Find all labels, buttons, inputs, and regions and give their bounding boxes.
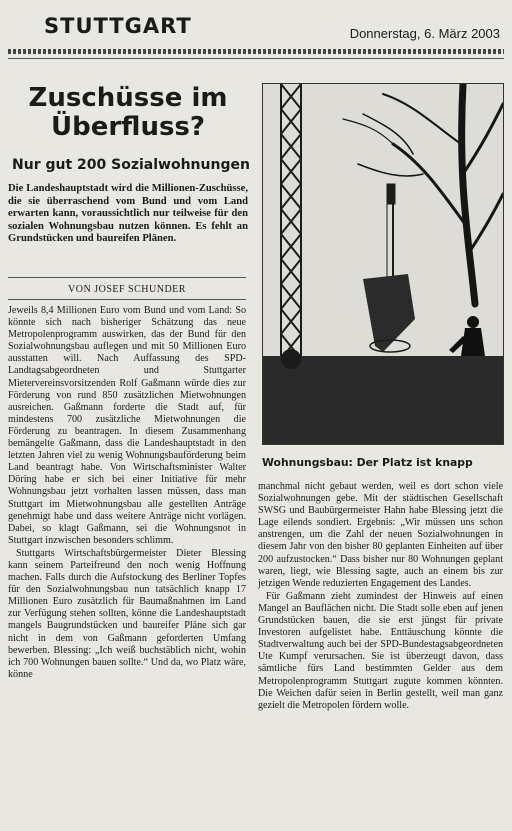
header-rule-thin <box>8 58 504 59</box>
issue-date: Donnerstag, 6. März 2003 <box>349 26 500 41</box>
section-label: STUTTGART <box>44 14 192 38</box>
lead-paragraph: Die Landeshauptstadt wird die Millionen-Zuschüsse, die sie überraschend vom Bund und vom Land erwarten kann, voraussichtlich nur teilweise für den sozialen Wohnungsbau nutzen können. Es fehlt an Grundstücken und baureifen Plänen. <box>8 183 248 245</box>
body-paragraph: Stuttgarts Wirtschaftsbürgermeister Dieter Blessing kann seinem Parteifreund den noch wenig Hoffnung machen. Falls durch die Aufstockung des Berliner Topfes für den Sozialwohnungsbau nun tatsächlich knapp 17 Millionen Euro zusätzlich für Baumaßnahmen im Land zur Verfügung stehen sollten, könne die Landeshauptstadt mangels Baugrundstücken und baureifer Pläne sich gar nicht in dem von Gaßmann geforderten Umfang bewerben. Blessing: „Ich weiß buchstäblich nicht, wohin ich 700 Wohnungen bauen sollte.“ Und da, wo Platz wäre, könne <box>8 547 246 680</box>
body-paragraph: manchmal nicht gebaut werden, weil es dort schon viele Sozialwohnungen gebe. Mit der städtischen Gesellschaft SWSG und Baubürgermeister Hahn habe Blessing jetzt die Lage eilends sondiert. Ergebnis: „Wir müssen uns schon anstrengen, um die Zahl der neuen Sozialwohnungen in diesem Jahr von den bisher 80 geplanten Einheiten auf über 200 aufzustocken.“ Dass bisher nur 80 Wohnungen geplant waren, liegt, wie Blessing sagte, auch an einem bis zur jetzigen Wende reduzierten Engagement des Landes. <box>258 481 503 589</box>
article-column-right <box>258 481 503 712</box>
subheadline: Nur gut 200 Sozialwohnungen <box>12 157 250 173</box>
body-paragraph: Für Gaßmann zieht zumindest der Hinweis auf einen Mangel an Bauflächen nicht. Die Stadt solle eben auf jenen Grundstücken bauen, die sie erst jüngst für private Investoren aufgelistet habe. Enttäuschung könnte die Stadtverwaltung auch bei der SPD-Bundestagsabgeordneten Ute Kumpf verursachen. Sie ist überzeugt davon, dass sämtliche fürs Land bestimmten Gelder aus dem Metropolenprogramm Stuttgart zugute kommen könnten. Die Weichen dafür seien in Berlin gestellt, weil man ganz gezielt die Metropolen fördern wolle. <box>258 590 503 711</box>
news-photo <box>262 83 504 445</box>
headline-line-1: Zuschüsse im <box>28 83 228 113</box>
headline <box>0 84 256 142</box>
body-paragraph: Jeweils 8,4 Millionen Euro vom Bund und vom Land: So könnte sich nach bisheriger Schätzung das neue Metropolenprogramm auswirken, das der Bund für den Sozialwohnungsbau auflegen und mit 50 Millionen Euro ausstatten will. Nach Auffassung des SPD-Landtagsabgeordneten und Stuttgarter Mietervereinsvorsitzenden Rolf Gaßmann würde dies zur Förderung von rund 850 zusätzlichen Mietwohnungen ausreichen. Gaßmann forderte die Stadt auf, für mindestens 700 zusätzliche Mietwohnungen die Förderung zu beantragen. In diesem Zusammenhang bemängelte Gaßmann, dass die Landeshauptstadt in den letzten Jahren viel zu wenig Wohnungsbauförderung beim Land beantragt habe. Von Wirtschaftsminister Walter Döring habe er sich bei einer Initiative für mehr Wohnungsbau jetzt vorhalten lassen müssen, dass man Stuttgart im Mietwohnungsbau alle gestellten Anträge genehmigt habe und dass weitere Anträge nicht vorlägen. Dabei, so klagt Gaßmann, sei die Wohnungsnot in Stuttgart inzwischen besonders schlimm. <box>8 305 246 546</box>
byline-rule-bottom <box>8 299 246 300</box>
headline-line-2: Überfluss? <box>51 112 205 142</box>
byline-rule-top <box>8 277 246 278</box>
header-rule <box>8 49 504 54</box>
photo-ground <box>263 356 503 444</box>
byline: VON JOSEF SCHUNDER <box>68 284 186 295</box>
photo-caption: Wohnungsbau: Der Platz ist knapp <box>262 456 473 469</box>
article-column-left <box>8 305 246 681</box>
crane-wheel <box>281 349 301 369</box>
